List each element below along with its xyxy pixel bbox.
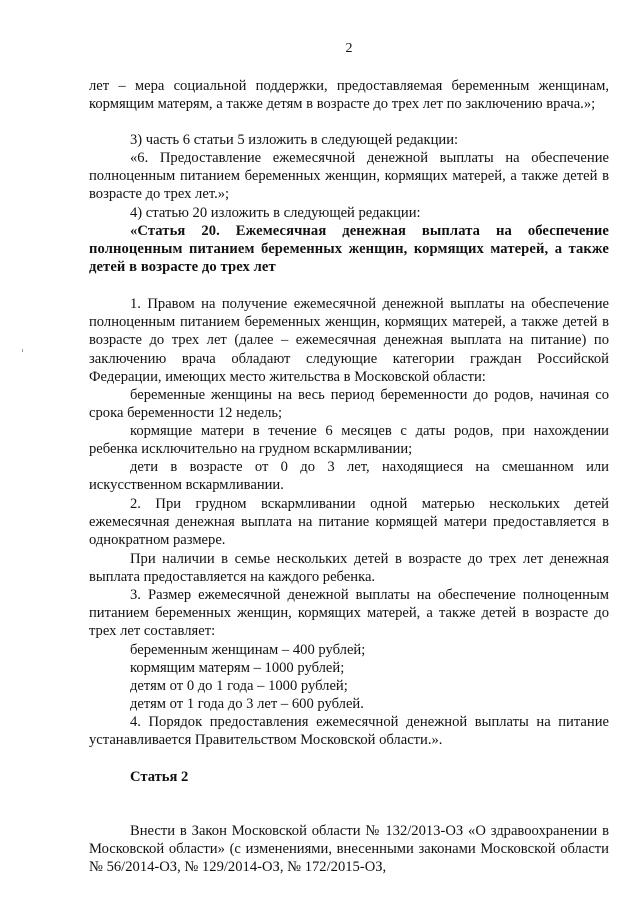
article-20-part-4: 4. Порядок предоставления ежемесячной денежной выплаты на питание устанавливается Правительством Московской области.».	[89, 714, 609, 749]
article-20-title: «Статья 20. Ежемесячная денежная выплата на обеспечение полноценным питанием беременных женщин, кормящих матерей, а также детей в возрасте до трех лет	[89, 223, 609, 276]
paragraph-several-children: При наличии в семье нескольких детей в возрасте до трех лет денежная выплата предоставляется на каждого ребенка.	[89, 551, 609, 586]
page-number: 2	[345, 41, 353, 56]
article-20-part-3: 3. Размер ежемесячной денежной выплаты на обеспечение полноценным питанием беременных женщин, кормящих матерей, а также детей в возрасте до трех лет составляет:	[89, 587, 609, 640]
article-20-part-2: 2. При грудном вскармливании одной матерью нескольких детей ежемесячная денежная выплата на питание кормящей матери предоставляется в однократном размере.	[89, 496, 609, 549]
list-item-children: дети в возрасте от 0 до 3 лет, находящиеся на смешанном или искусственном вскармливании.	[89, 459, 609, 494]
amount-nursing: кормящим матерям – 1000 рублей;	[130, 660, 345, 676]
paragraph-3: «6. Предоставление ежемесячной денежной выплаты на обеспечение полноценным питанием беременных женщин, кормящих матерей, а также детей в возрасте до трех лет.»;	[89, 150, 609, 203]
amount-children-1-3: детям от 1 года до 3 лет – 600 рублей.	[130, 696, 364, 712]
list-item-pregnant: беременные женщины на весь период беременности до родов, начиная со срока беременности 12 недель;	[89, 387, 609, 422]
amount-pregnant: беременным женщинам – 400 рублей;	[130, 642, 366, 658]
margin-mark	[22, 349, 23, 352]
article-2-heading: Статья 2	[130, 769, 189, 785]
article-2-text: Внести в Закон Московской области № 132/2013-ОЗ «О здравоохранении в Московской области» (с изменениями, внесенными законами Московской области № 56/2014-ОЗ, № 129/2014-ОЗ, № 172/2015-ОЗ,	[89, 823, 609, 876]
article-20-part-1: 1. Правом на получение ежемесячной денежной выплаты на обеспечение полноценным питанием беременных женщин, кормящих матерей, а также детей в возрасте до трех лет (далее – ежемесячная денежная выплата на питание) по заключению врача обладают следующие категории граждан Российской Федерации, имеющих место жительства в Московской области:	[89, 296, 609, 385]
paragraph-1: лет – мера социальной поддержки, предоставляемая беременным женщинам, кормящим матерям, а также детям в возрасте до трех лет по заключению врача.»;	[89, 78, 609, 113]
amount-children-0-1: детям от 0 до 1 года – 1000 рублей;	[130, 678, 348, 694]
list-item-nursing: кормящие матери в течение 6 месяцев с даты родов, при нахождении ребенка исключительно на грудном вскармливании;	[89, 423, 609, 458]
paragraph-4: 4) статью 20 изложить в следующей редакции:	[130, 205, 421, 221]
paragraph-2: 3) часть 6 статьи 5 изложить в следующей редакции:	[130, 132, 459, 148]
